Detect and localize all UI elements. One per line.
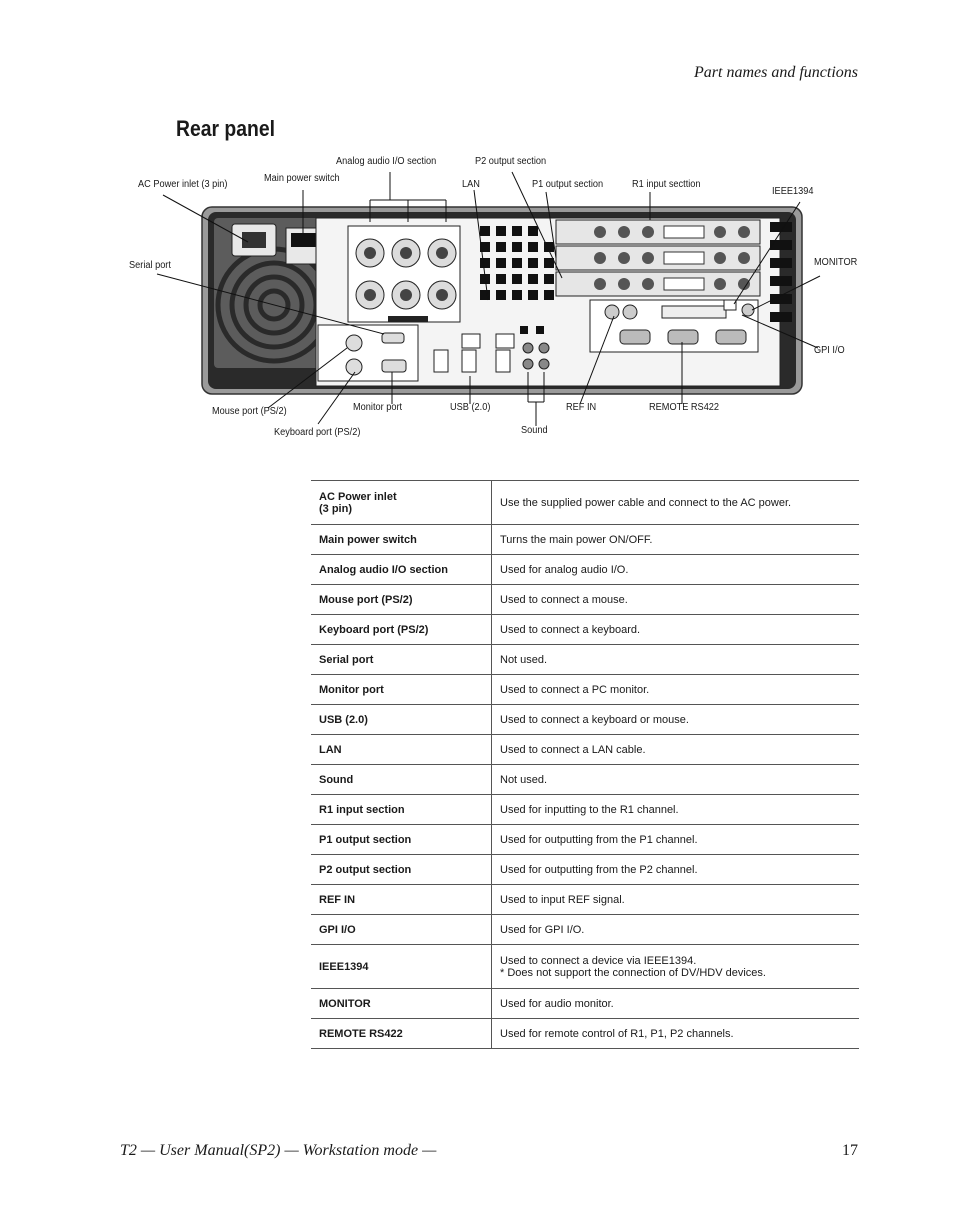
part-name: REMOTE RS422	[311, 1019, 492, 1049]
callout-p1-output: P1 output section	[532, 179, 604, 190]
table-row	[311, 915, 859, 945]
callout-monitor-port: Monitor port	[353, 402, 403, 413]
rear-panel-diagram	[0, 150, 954, 450]
part-name: Monitor port	[311, 675, 492, 705]
part-name: Main power switch	[311, 525, 492, 555]
part-description: Used for remote control of R1, P1, P2 channels.	[492, 1019, 860, 1049]
part-name: Analog audio I/O section	[311, 555, 492, 585]
part-description: Used to connect a mouse.	[492, 585, 860, 615]
part-description: Used to input REF signal.	[492, 885, 860, 915]
callout-remote-rs422: REMOTE RS422	[649, 402, 720, 413]
table-row	[311, 855, 859, 885]
part-name: AC Power inlet (3 pin)	[311, 481, 492, 525]
table-row	[311, 765, 859, 795]
callout-serial-port: Serial port	[129, 260, 171, 271]
callout-ieee1394: IEEE1394	[772, 186, 814, 197]
part-description: Used for outputting from the P2 channel.	[492, 855, 860, 885]
table-row	[311, 885, 859, 915]
table-row	[311, 615, 859, 645]
callout-main-power: Main power switch	[264, 173, 340, 184]
callout-usb: USB (2.0)	[450, 402, 491, 413]
part-description: Used to connect a keyboard or mouse.	[492, 705, 860, 735]
part-name: Keyboard port (PS/2)	[311, 615, 492, 645]
part-name: IEEE1394	[311, 945, 492, 989]
callout-mouse-port: Mouse port (PS/2)	[212, 406, 287, 417]
part-description: Used to connect a LAN cable.	[492, 735, 860, 765]
callout-r1-input: R1 input secttion	[632, 179, 701, 190]
table-row	[311, 735, 859, 765]
callout-lan: LAN	[462, 179, 480, 190]
table-row	[311, 945, 859, 989]
part-description: Used to connect a PC monitor.	[492, 675, 860, 705]
table-row	[311, 675, 859, 705]
part-name: Sound	[311, 765, 492, 795]
part-name: P2 output section	[311, 855, 492, 885]
page-header-title: Part names and functions	[694, 64, 858, 81]
table-row	[311, 705, 859, 735]
part-name: USB (2.0)	[311, 705, 492, 735]
part-description: Not used.	[492, 645, 860, 675]
table-row	[311, 1019, 859, 1049]
part-description: Used for inputting to the R1 channel.	[492, 795, 860, 825]
callout-p2-output: P2 output section	[475, 156, 547, 167]
part-description: Used to connect a device via IEEE1394. * Does not support the connection of DV/HDV devices.	[492, 945, 860, 989]
footer-title: T2 — User Manual(SP2) — Workstation mode —	[120, 1142, 437, 1159]
callout-ac-power: AC Power inlet (3 pin)	[138, 179, 228, 190]
part-description: Not used.	[492, 765, 860, 795]
table-row	[311, 645, 859, 675]
part-name: R1 input section	[311, 795, 492, 825]
part-description: Used for analog audio I/O.	[492, 555, 860, 585]
callout-monitor: MONITOR	[814, 257, 858, 268]
part-name: REF IN	[311, 885, 492, 915]
table-row	[311, 585, 859, 615]
table-row	[311, 525, 859, 555]
callout-gpi-io: GPI I/O	[814, 345, 845, 356]
part-description: Used for audio monitor.	[492, 989, 860, 1019]
part-description: Used to connect a keyboard.	[492, 615, 860, 645]
section-title: Rear panel	[176, 116, 275, 141]
parts-table	[311, 480, 859, 1049]
part-name: Serial port	[311, 645, 492, 675]
part-name: LAN	[311, 735, 492, 765]
part-name: P1 output section	[311, 825, 492, 855]
part-description: Use the supplied power cable and connect to the AC power.	[492, 481, 860, 525]
part-description: Used for outputting from the P1 channel.	[492, 825, 860, 855]
page-number: 17	[842, 1142, 858, 1159]
table-row	[311, 825, 859, 855]
callout-keyboard-port: Keyboard port (PS/2)	[274, 427, 361, 438]
table-row	[311, 989, 859, 1019]
part-name: GPI I/O	[311, 915, 492, 945]
callout-ref-in: REF IN	[566, 402, 597, 413]
part-description: Turns the main power ON/OFF.	[492, 525, 860, 555]
callout-sound: Sound	[521, 425, 548, 436]
table-row	[311, 795, 859, 825]
part-name: MONITOR	[311, 989, 492, 1019]
part-description: Used for GPI I/O.	[492, 915, 860, 945]
part-name: Mouse port (PS/2)	[311, 585, 492, 615]
table-row	[311, 555, 859, 585]
callout-analog-audio: Analog audio I/O section	[336, 156, 437, 167]
table-row	[311, 481, 859, 525]
